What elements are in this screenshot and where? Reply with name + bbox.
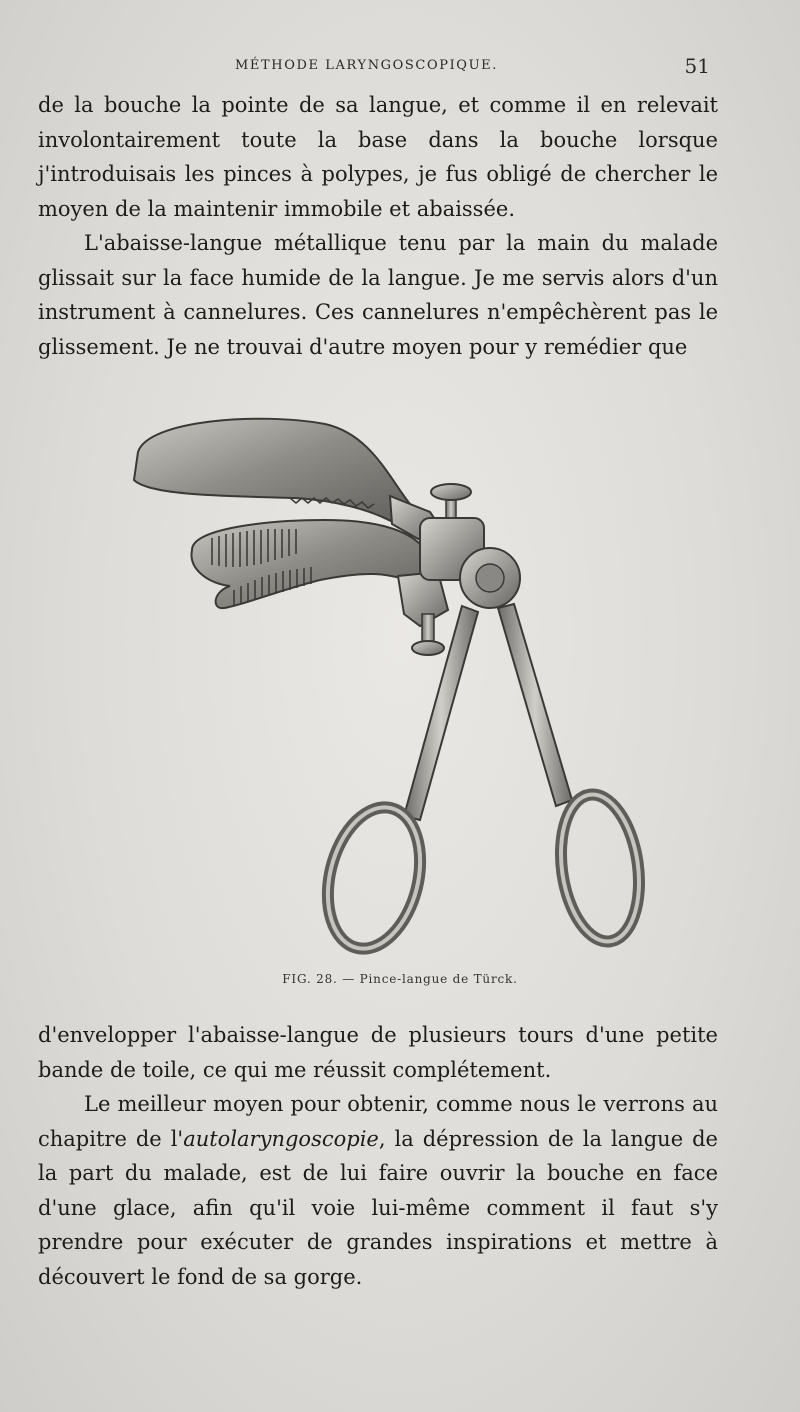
adjustment-screw-top [431, 484, 471, 520]
paragraph-continuation: de la bouche la pointe de sa langue, et comme il en relevait involontairement toute la base dans la bouche lorsque j'introduisais les pinces à polypes, je fus obligé de chercher le moyen de la maintenir immobile et abaissée. [38, 93, 718, 221]
paragraph-meilleur-moyen [38, 1087, 718, 1294]
pince-langue-illustration [120, 400, 680, 960]
caption-label: Pince-langue de Türck. [359, 972, 518, 986]
text-block-bottom [38, 1018, 718, 1294]
caption-number: FIG. 28. [282, 972, 338, 986]
paragraph-text-start: Le meilleur moyen pour obtenir, comme nous le verrons au chapitre de l' [38, 1092, 718, 1151]
running-title: MÉTHODE LARYNGOSCOPIQUE. [235, 58, 498, 73]
paragraph-abaisse-langue: L'abaisse-langue métallique tenu par la main du malade glissait sur la face humide de la langue. Je me servis alors d'un instrument à cannelures. Ces cannelures n'empêchèrent pas le glissement. Je ne trouvai d'autre moyen pour y remédier que [38, 231, 718, 359]
paragraph-text-end: , la dépression de la langue de la part du malade, est de lui faire ouvrir la bouche en face d'une glace, afin qu'il voie lui-même comment il faut s'y prendre pour exécuter de grandes inspirations et mettre à découvert le fond de sa gorge. [38, 1126, 718, 1289]
figure-pince-langue [120, 400, 680, 960]
left-finger-ring [314, 797, 434, 958]
figure-caption [0, 972, 800, 986]
right-arm [498, 604, 572, 806]
text-block-top [38, 88, 718, 364]
caption-separator: — [337, 972, 360, 986]
running-head [40, 56, 710, 80]
page-number: 51 [684, 54, 710, 78]
italic-term: autolaryngoscopie [183, 1126, 379, 1151]
paragraph-envelopper: d'envelopper l'abaisse-langue de plusieurs tours d'une petite bande de toile, ce qui me réussit complétement. [38, 1023, 718, 1082]
right-finger-ring [552, 789, 648, 946]
left-arm [404, 606, 478, 820]
upper-spatula-blade [134, 419, 420, 526]
